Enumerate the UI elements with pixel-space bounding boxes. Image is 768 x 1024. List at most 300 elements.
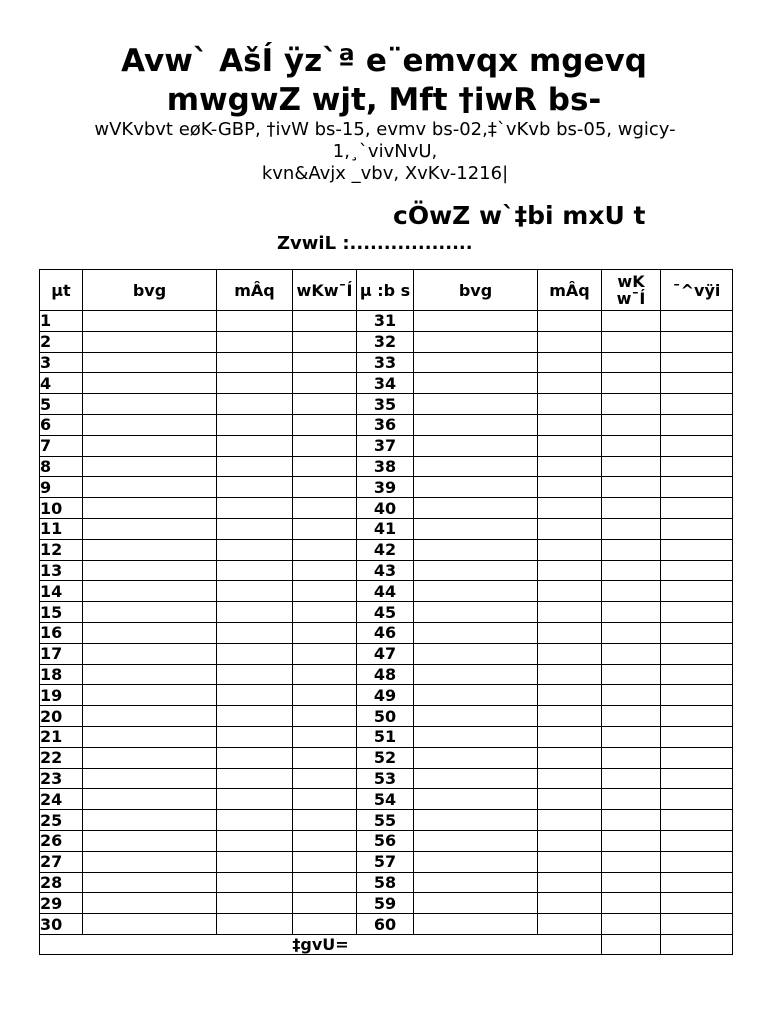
savings-cell[interactable] — [217, 664, 293, 685]
savings-cell-2[interactable] — [538, 331, 602, 352]
installment-cell[interactable] — [293, 685, 357, 706]
signature-cell[interactable] — [661, 435, 733, 456]
name-cell[interactable] — [83, 851, 217, 872]
installment-cell-2[interactable] — [602, 622, 661, 643]
serial-cell-2: 57 — [357, 851, 414, 872]
name-cell-2[interactable] — [414, 373, 538, 394]
column-header-savings: mÂq — [217, 270, 293, 311]
installment-cell-2[interactable] — [602, 518, 661, 539]
name-cell[interactable] — [83, 602, 217, 623]
title-line-2: mwgwZ wjt, Mft †iwR bs- — [166, 82, 602, 118]
savings-cell-2[interactable] — [538, 643, 602, 664]
name-cell-2[interactable] — [414, 560, 538, 581]
installment-cell-2[interactable] — [602, 311, 661, 332]
name-cell-2[interactable] — [414, 914, 538, 935]
signature-cell[interactable] — [661, 830, 733, 851]
installment-cell[interactable] — [293, 726, 357, 747]
savings-cell-2[interactable] — [538, 477, 602, 498]
serial-cell-2: 50 — [357, 706, 414, 727]
installment-cell-2[interactable] — [602, 747, 661, 768]
name-cell[interactable] — [83, 768, 217, 789]
table-row — [40, 726, 733, 747]
serial-cell: 26 — [40, 830, 83, 851]
signature-cell[interactable] — [661, 414, 733, 435]
installment-cell[interactable] — [293, 914, 357, 935]
serial-cell: 3 — [40, 352, 83, 373]
sheet-subject: cÖwZ w`‡bi mxU t — [393, 201, 646, 230]
savings-cell-2[interactable] — [538, 830, 602, 851]
table-row — [40, 872, 733, 893]
serial-cell: 1 — [40, 311, 83, 332]
table-row — [40, 685, 733, 706]
name-cell-2[interactable] — [414, 602, 538, 623]
table-row — [40, 394, 733, 415]
savings-cell-2[interactable] — [538, 352, 602, 373]
savings-cell[interactable] — [217, 456, 293, 477]
table-row — [40, 747, 733, 768]
installment-cell-2[interactable] — [602, 851, 661, 872]
name-cell-2[interactable] — [414, 331, 538, 352]
installment-cell-2[interactable] — [602, 893, 661, 914]
savings-cell[interactable] — [217, 685, 293, 706]
name-cell-2[interactable] — [414, 394, 538, 415]
installment-cell[interactable] — [293, 331, 357, 352]
savings-cell[interactable] — [217, 539, 293, 560]
savings-cell[interactable] — [217, 622, 293, 643]
installment-cell[interactable] — [293, 851, 357, 872]
name-cell[interactable] — [83, 830, 217, 851]
name-cell-2[interactable] — [414, 810, 538, 831]
total-label: ‡gvU= — [40, 934, 602, 954]
table-header-row — [40, 270, 733, 311]
name-cell[interactable] — [83, 706, 217, 727]
signature-cell[interactable] — [661, 518, 733, 539]
installment-cell-2[interactable] — [602, 789, 661, 810]
table-row — [40, 373, 733, 394]
installment-cell[interactable] — [293, 747, 357, 768]
savings-cell-2[interactable] — [538, 435, 602, 456]
name-cell[interactable] — [83, 643, 217, 664]
signature-cell[interactable] — [661, 685, 733, 706]
signature-cell[interactable] — [661, 622, 733, 643]
savings-cell-2[interactable] — [538, 706, 602, 727]
signature-cell[interactable] — [661, 394, 733, 415]
table-row — [40, 893, 733, 914]
savings-cell[interactable] — [217, 830, 293, 851]
serial-cell-2: 56 — [357, 830, 414, 851]
table-row — [40, 581, 733, 602]
table-row — [40, 560, 733, 581]
table-row — [40, 789, 733, 810]
serial-cell-2: 34 — [357, 373, 414, 394]
name-cell-2[interactable] — [414, 581, 538, 602]
name-cell-2[interactable] — [414, 435, 538, 456]
table-row — [40, 331, 733, 352]
name-cell-2[interactable] — [414, 498, 538, 519]
installment-cell-2[interactable] — [602, 352, 661, 373]
installment-cell-2[interactable] — [602, 435, 661, 456]
serial-cell-2: 37 — [357, 435, 414, 456]
serial-cell-2: 38 — [357, 456, 414, 477]
signature-cell[interactable] — [661, 664, 733, 685]
name-cell[interactable] — [83, 331, 217, 352]
table-body — [40, 311, 733, 935]
installment-cell-2[interactable] — [602, 560, 661, 581]
table-row — [40, 498, 733, 519]
installment-cell[interactable] — [293, 810, 357, 831]
savings-cell[interactable] — [217, 477, 293, 498]
table-row — [40, 643, 733, 664]
installment-cell-2[interactable] — [602, 394, 661, 415]
name-cell[interactable] — [83, 726, 217, 747]
table-row — [40, 810, 733, 831]
installment-cell[interactable] — [293, 643, 357, 664]
name-cell-2[interactable] — [414, 622, 538, 643]
name-cell-2[interactable] — [414, 851, 538, 872]
installment-cell-2[interactable] — [602, 706, 661, 727]
installment-cell-2[interactable] — [602, 498, 661, 519]
signature-cell[interactable] — [661, 747, 733, 768]
serial-cell: 27 — [40, 851, 83, 872]
installment-cell-2[interactable] — [602, 810, 661, 831]
savings-cell-2[interactable] — [538, 768, 602, 789]
name-cell[interactable] — [83, 456, 217, 477]
serial-cell: 30 — [40, 914, 83, 935]
savings-cell-2[interactable] — [538, 747, 602, 768]
installment-cell[interactable] — [293, 477, 357, 498]
name-cell-2[interactable] — [414, 518, 538, 539]
installment-cell-2[interactable] — [602, 872, 661, 893]
signature-cell[interactable] — [661, 581, 733, 602]
signature-cell[interactable] — [661, 768, 733, 789]
name-cell[interactable] — [83, 893, 217, 914]
savings-cell-2[interactable] — [538, 581, 602, 602]
savings-cell-2[interactable] — [538, 560, 602, 581]
savings-cell-2[interactable] — [538, 602, 602, 623]
savings-cell[interactable] — [217, 643, 293, 664]
signature-cell[interactable] — [661, 706, 733, 727]
serial-cell-2: 60 — [357, 914, 414, 935]
serial-cell-2: 47 — [357, 643, 414, 664]
installment-cell-2[interactable] — [602, 581, 661, 602]
serial-cell: 15 — [40, 602, 83, 623]
serial-cell-2: 32 — [357, 331, 414, 352]
installment-cell[interactable] — [293, 664, 357, 685]
name-cell-2[interactable] — [414, 768, 538, 789]
serial-cell-2: 43 — [357, 560, 414, 581]
savings-cell[interactable] — [217, 726, 293, 747]
signature-cell[interactable] — [661, 560, 733, 581]
table-row — [40, 602, 733, 623]
serial-cell-2: 39 — [357, 477, 414, 498]
savings-cell-2[interactable] — [538, 893, 602, 914]
savings-cell-2[interactable] — [538, 664, 602, 685]
installment-cell[interactable] — [293, 311, 357, 332]
signature-cell[interactable] — [661, 311, 733, 332]
savings-cell[interactable] — [217, 768, 293, 789]
name-cell-2[interactable] — [414, 726, 538, 747]
signature-cell[interactable] — [661, 810, 733, 831]
installment-cell[interactable] — [293, 872, 357, 893]
savings-cell[interactable] — [217, 706, 293, 727]
serial-cell-2: 33 — [357, 352, 414, 373]
table-row — [40, 477, 733, 498]
name-cell-2[interactable] — [414, 872, 538, 893]
installment-cell[interactable] — [293, 706, 357, 727]
installment-cell[interactable] — [293, 581, 357, 602]
serial-cell-2: 49 — [357, 685, 414, 706]
serial-cell-2: 54 — [357, 789, 414, 810]
serial-cell: 7 — [40, 435, 83, 456]
installment-cell-2[interactable] — [602, 602, 661, 623]
savings-cell-2[interactable] — [538, 311, 602, 332]
column-header-savings-2: mÂq — [538, 270, 602, 311]
name-cell[interactable] — [83, 914, 217, 935]
savings-cell[interactable] — [217, 872, 293, 893]
name-cell[interactable] — [83, 311, 217, 332]
table-row — [40, 664, 733, 685]
signature-cell[interactable] — [661, 456, 733, 477]
installment-cell[interactable] — [293, 768, 357, 789]
savings-cell[interactable] — [217, 602, 293, 623]
table-row — [40, 851, 733, 872]
installment-cell-2[interactable] — [602, 830, 661, 851]
date-field-label: ZvwiL :.................. — [277, 233, 473, 254]
installment-cell-2[interactable] — [602, 726, 661, 747]
name-cell-2[interactable] — [414, 706, 538, 727]
savings-cell-2[interactable] — [538, 872, 602, 893]
signature-cell[interactable] — [661, 893, 733, 914]
savings-cell-2[interactable] — [538, 685, 602, 706]
name-cell-2[interactable] — [414, 477, 538, 498]
signature-cell[interactable] — [661, 602, 733, 623]
installment-cell[interactable] — [293, 830, 357, 851]
savings-cell[interactable] — [217, 810, 293, 831]
installment-cell-2[interactable] — [602, 914, 661, 935]
table-row — [40, 622, 733, 643]
name-cell-2[interactable] — [414, 789, 538, 810]
installment-cell[interactable] — [293, 893, 357, 914]
name-cell[interactable] — [83, 560, 217, 581]
serial-cell: 9 — [40, 477, 83, 498]
installment-cell[interactable] — [293, 539, 357, 560]
installment-cell[interactable] — [293, 435, 357, 456]
table-row — [40, 518, 733, 539]
name-cell-2[interactable] — [414, 311, 538, 332]
name-cell[interactable] — [83, 789, 217, 810]
table-row — [40, 311, 733, 332]
savings-cell-2[interactable] — [538, 373, 602, 394]
serial-cell: 23 — [40, 768, 83, 789]
savings-cell-2[interactable] — [538, 851, 602, 872]
installment-cell[interactable] — [293, 602, 357, 623]
table-row — [40, 830, 733, 851]
serial-cell: 21 — [40, 726, 83, 747]
installment-cell[interactable] — [293, 414, 357, 435]
savings-cell[interactable] — [217, 331, 293, 352]
signature-cell[interactable] — [661, 373, 733, 394]
column-header-name: bvg — [83, 270, 217, 311]
savings-cell[interactable] — [217, 560, 293, 581]
installment-cell-2[interactable] — [602, 643, 661, 664]
installment-cell-2[interactable] — [602, 768, 661, 789]
installment-cell-2[interactable] — [602, 414, 661, 435]
signature-cell[interactable] — [661, 331, 733, 352]
installment-cell[interactable] — [293, 622, 357, 643]
installment-cell-2[interactable] — [602, 539, 661, 560]
savings-cell[interactable] — [217, 435, 293, 456]
signature-cell[interactable] — [661, 643, 733, 664]
name-cell-2[interactable] — [414, 893, 538, 914]
savings-cell[interactable] — [217, 373, 293, 394]
serial-cell: 22 — [40, 747, 83, 768]
column-header-installment-2: wK w¯Í — [602, 270, 661, 311]
serial-cell-2: 51 — [357, 726, 414, 747]
name-cell[interactable] — [83, 477, 217, 498]
serial-cell-2: 58 — [357, 872, 414, 893]
total-signature-cell — [661, 934, 733, 954]
name-cell-2[interactable] — [414, 664, 538, 685]
savings-cell-2[interactable] — [538, 539, 602, 560]
signature-cell[interactable] — [661, 726, 733, 747]
serial-cell-2: 40 — [357, 498, 414, 519]
installment-cell-2[interactable] — [602, 664, 661, 685]
signature-cell[interactable] — [661, 539, 733, 560]
name-cell[interactable] — [83, 518, 217, 539]
savings-cell[interactable] — [217, 518, 293, 539]
serial-cell: 6 — [40, 414, 83, 435]
savings-cell[interactable] — [217, 581, 293, 602]
serial-cell-2: 52 — [357, 747, 414, 768]
installment-cell[interactable] — [293, 560, 357, 581]
savings-cell[interactable] — [217, 498, 293, 519]
serial-cell: 18 — [40, 664, 83, 685]
name-cell[interactable] — [83, 414, 217, 435]
savings-cell[interactable] — [217, 311, 293, 332]
column-header-installment: wKw¯Í — [293, 270, 357, 311]
savings-cell-2[interactable] — [538, 456, 602, 477]
installment-cell[interactable] — [293, 394, 357, 415]
name-cell[interactable] — [83, 373, 217, 394]
serial-cell-2: 59 — [357, 893, 414, 914]
column-header-serial: µt — [40, 270, 83, 311]
name-cell-2[interactable] — [414, 747, 538, 768]
name-cell[interactable] — [83, 664, 217, 685]
name-cell[interactable] — [83, 747, 217, 768]
serial-cell: 12 — [40, 539, 83, 560]
serial-cell: 29 — [40, 893, 83, 914]
savings-cell-2[interactable] — [538, 622, 602, 643]
savings-cell[interactable] — [217, 352, 293, 373]
installment-cell[interactable] — [293, 456, 357, 477]
savings-cell[interactable] — [217, 914, 293, 935]
signature-cell[interactable] — [661, 872, 733, 893]
savings-cell-2[interactable] — [538, 414, 602, 435]
address-line-2: 1,¸`vivNvU, — [332, 141, 438, 162]
total-row — [40, 934, 733, 954]
serial-cell: 14 — [40, 581, 83, 602]
signature-cell[interactable] — [661, 914, 733, 935]
name-cell-2[interactable] — [414, 830, 538, 851]
installment-cell[interactable] — [293, 352, 357, 373]
serial-cell: 24 — [40, 789, 83, 810]
installment-cell[interactable] — [293, 518, 357, 539]
savings-cell[interactable] — [217, 851, 293, 872]
serial-cell: 20 — [40, 706, 83, 727]
name-cell-2[interactable] — [414, 539, 538, 560]
table-row — [40, 914, 733, 935]
installment-cell-2[interactable] — [602, 456, 661, 477]
serial-cell-2: 55 — [357, 810, 414, 831]
signature-cell[interactable] — [661, 789, 733, 810]
installment-cell-2[interactable] — [602, 373, 661, 394]
name-cell[interactable] — [83, 810, 217, 831]
table-row — [40, 768, 733, 789]
serial-cell-2: 35 — [357, 394, 414, 415]
name-cell[interactable] — [83, 498, 217, 519]
serial-cell-2: 46 — [357, 622, 414, 643]
serial-cell-2: 36 — [357, 414, 414, 435]
savings-cell[interactable] — [217, 893, 293, 914]
name-cell-2[interactable] — [414, 685, 538, 706]
table-row — [40, 539, 733, 560]
name-cell[interactable] — [83, 352, 217, 373]
signature-cell[interactable] — [661, 352, 733, 373]
signature-cell[interactable] — [661, 498, 733, 519]
name-cell[interactable] — [83, 872, 217, 893]
serial-cell-2: 45 — [357, 602, 414, 623]
name-cell-2[interactable] — [414, 352, 538, 373]
serial-cell: 4 — [40, 373, 83, 394]
serial-cell-2: 48 — [357, 664, 414, 685]
savings-cell-2[interactable] — [538, 394, 602, 415]
table-row — [40, 435, 733, 456]
name-cell[interactable] — [83, 581, 217, 602]
total-cell[interactable] — [602, 934, 661, 954]
savings-cell-2[interactable] — [538, 914, 602, 935]
installment-cell-2[interactable] — [602, 685, 661, 706]
name-cell[interactable] — [83, 435, 217, 456]
installment-cell[interactable] — [293, 373, 357, 394]
column-header-serial-2: µ :b s — [357, 270, 414, 311]
savings-cell-2[interactable] — [538, 789, 602, 810]
name-cell[interactable] — [83, 539, 217, 560]
savings-cell[interactable] — [217, 789, 293, 810]
signature-cell[interactable] — [661, 851, 733, 872]
name-cell[interactable] — [83, 622, 217, 643]
name-cell-2[interactable] — [414, 643, 538, 664]
installment-cell-2[interactable] — [602, 477, 661, 498]
installment-cell[interactable] — [293, 498, 357, 519]
savings-cell[interactable] — [217, 747, 293, 768]
installment-cell-2[interactable] — [602, 331, 661, 352]
savings-cell-2[interactable] — [538, 726, 602, 747]
name-cell-2[interactable] — [414, 456, 538, 477]
name-cell[interactable] — [83, 685, 217, 706]
serial-cell-2: 42 — [357, 539, 414, 560]
savings-cell-2[interactable] — [538, 810, 602, 831]
savings-cell-2[interactable] — [538, 498, 602, 519]
savings-cell[interactable] — [217, 414, 293, 435]
savings-cell[interactable] — [217, 394, 293, 415]
table-row — [40, 352, 733, 373]
installment-cell[interactable] — [293, 789, 357, 810]
name-cell-2[interactable] — [414, 414, 538, 435]
serial-cell: 8 — [40, 456, 83, 477]
name-cell[interactable] — [83, 394, 217, 415]
signature-cell[interactable] — [661, 477, 733, 498]
savings-cell-2[interactable] — [538, 518, 602, 539]
